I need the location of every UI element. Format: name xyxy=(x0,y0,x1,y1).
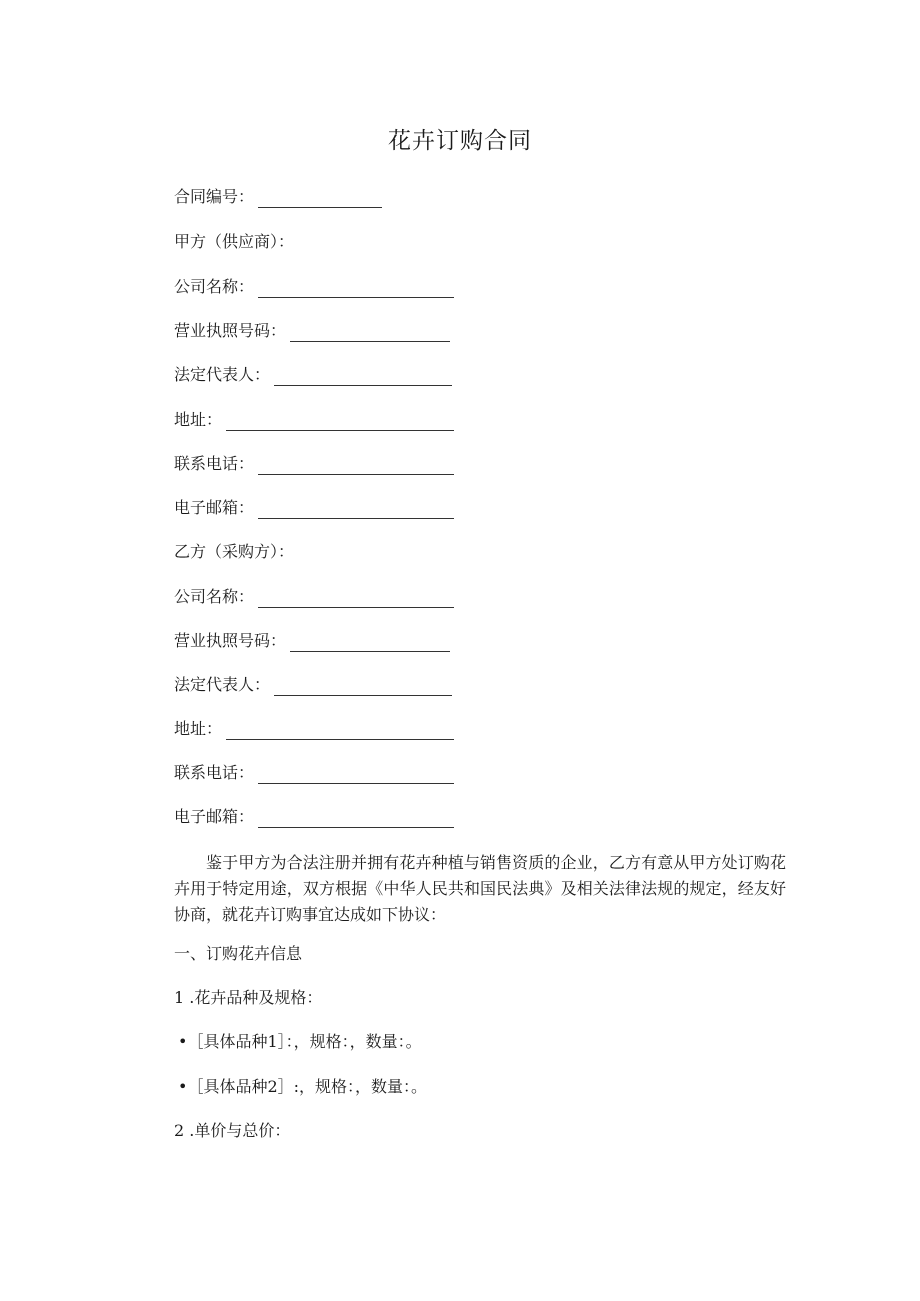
party-a-representative-line xyxy=(174,364,452,386)
document-title: 花卉订购合同 xyxy=(388,128,532,154)
variety-bullet-2: •［具体品种2］:，规格：，数量：。 xyxy=(178,1077,428,1096)
variety-bullet-1: •［具体品种1］：，规格：，数量：。 xyxy=(178,1032,422,1051)
field-blank[interactable] xyxy=(274,370,452,386)
field-blank[interactable] xyxy=(226,724,454,740)
field-label: 电子邮箱： xyxy=(174,807,255,826)
party-a-heading xyxy=(174,231,294,253)
party-b-company-line xyxy=(174,586,454,608)
field-label: 联系电话： xyxy=(174,454,255,473)
field-label: 公司名称： xyxy=(174,277,255,296)
party-b-phone-line xyxy=(174,762,454,784)
field-blank[interactable] xyxy=(226,415,454,431)
field-label: 地址： xyxy=(174,719,223,738)
field-label: 公司名称： xyxy=(174,587,255,606)
field-blank[interactable] xyxy=(258,459,454,475)
party-b-heading xyxy=(174,541,294,563)
party-b-license-line xyxy=(174,630,450,652)
section-1-title: 一、订购花卉信息 xyxy=(174,944,303,963)
party-b-email-line xyxy=(174,806,454,828)
party-b-heading-text: 乙方（采购方）： xyxy=(174,542,295,561)
contract-number-line xyxy=(174,186,382,208)
contract-number-label: 合同编号： xyxy=(174,187,255,206)
field-blank[interactable] xyxy=(290,326,450,342)
party-b-address-line xyxy=(174,718,454,740)
party-a-address-line xyxy=(174,409,454,431)
field-blank[interactable] xyxy=(258,592,454,608)
field-blank[interactable] xyxy=(258,503,454,519)
field-label: 法定代表人： xyxy=(174,365,271,384)
field-blank[interactable] xyxy=(258,812,454,828)
field-label: 联系电话： xyxy=(174,763,255,782)
field-blank[interactable] xyxy=(258,282,454,298)
intro-paragraph: 鉴于甲方为合法注册并拥有花卉种植与销售资质的企业，乙方有意从甲方处订购花卉用于特定用途，双方根据《中华人民共和国民法典》及相关法律法规的规定，经友好协商，就花卉订购事宜达成如下协议： xyxy=(174,853,786,924)
item-2-label: 2 .单价与总价： xyxy=(174,1121,291,1140)
contract-number-blank[interactable] xyxy=(258,192,382,208)
field-label: 法定代表人： xyxy=(174,675,271,694)
field-label: 电子邮箱： xyxy=(174,498,255,517)
item-1-label: 1 .花卉品种及规格： xyxy=(174,988,323,1007)
party-a-phone-line xyxy=(174,453,454,475)
field-blank[interactable] xyxy=(274,680,452,696)
party-a-company-line xyxy=(174,276,454,298)
party-a-heading-text: 甲方（供应商）： xyxy=(174,232,295,251)
party-b-representative-line xyxy=(174,674,452,696)
party-a-license-line xyxy=(174,320,450,342)
field-label: 营业执照号码： xyxy=(174,321,287,340)
field-label: 地址： xyxy=(174,410,223,429)
field-blank[interactable] xyxy=(290,636,450,652)
party-a-email-line xyxy=(174,497,454,519)
field-label: 营业执照号码： xyxy=(174,631,287,650)
field-blank[interactable] xyxy=(258,768,454,784)
